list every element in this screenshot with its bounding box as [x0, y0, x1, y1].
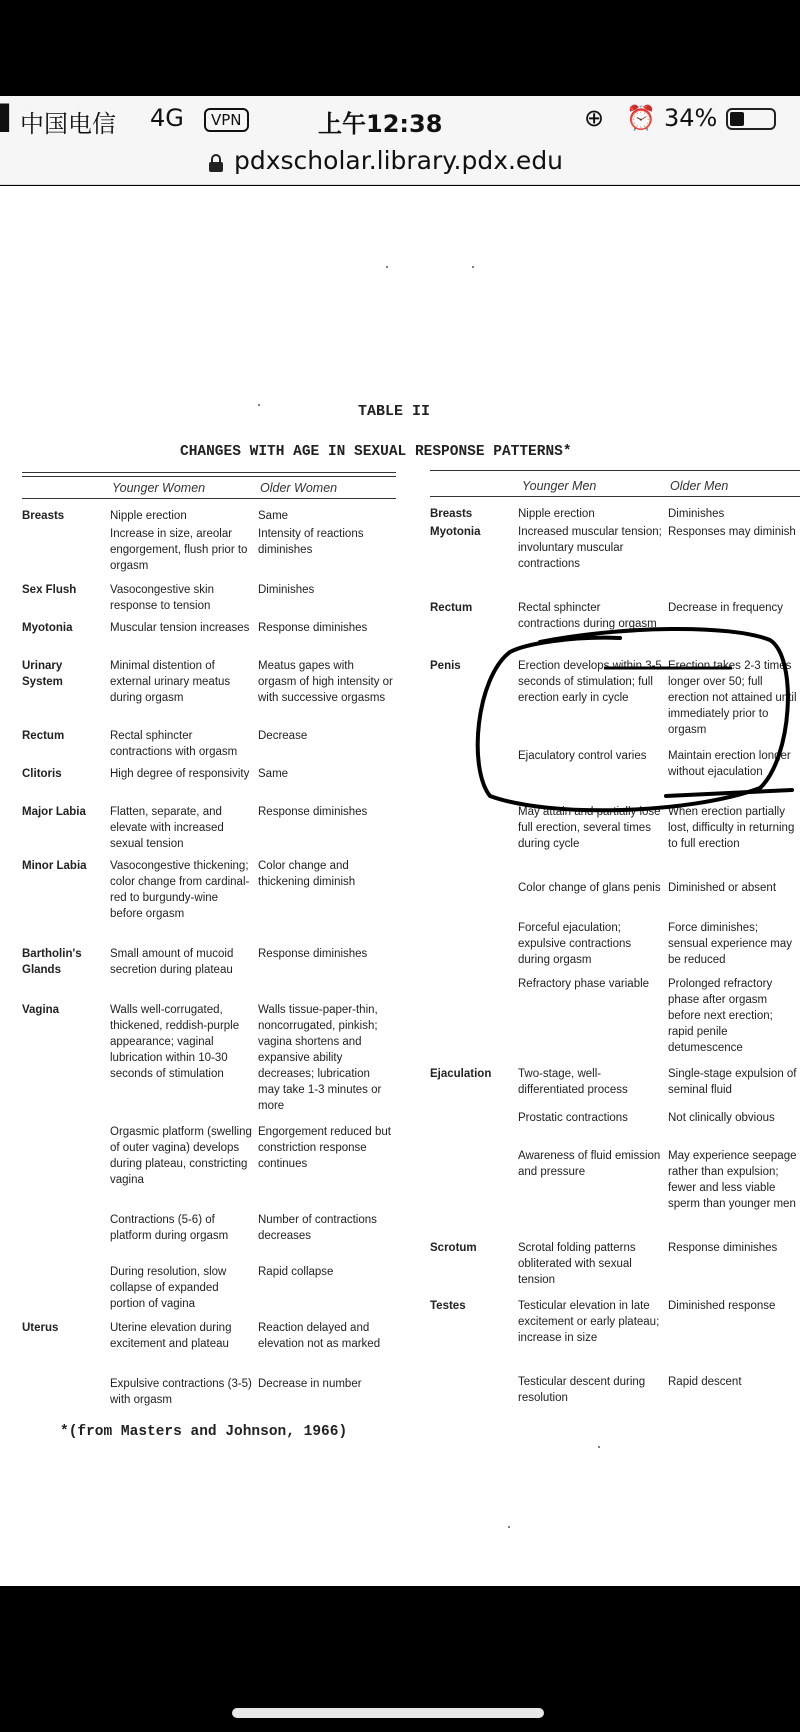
scan-speck — [598, 1446, 600, 1448]
divider — [22, 472, 396, 473]
scan-speck — [258, 404, 260, 406]
carrier-label: 中国电信 — [20, 110, 116, 138]
divider — [22, 498, 396, 499]
document-page: TABLE II CHANGES WITH AGE IN SEXUAL RESPONSE PATTERNS* Younger Women Older Women Younger Men Older Men Breasts Nipple erection Same Increase in size, areolar engorgement, flush prior to orgasm Intensity of reactions diminishes Sex Flush Vasocongestive skin response to tension Diminishes Myotonia Muscular tension increases Response diminishes Urinary System Minimal distention of external urinary meatus during orgasm Meatus gapes with orgasm of high intensity or with successive orgasms Rectum Rectal sphincter contractions with orgasm Decrease Clitoris High degree of responsivity Same Major Labia Flatten, separate, and elevate with increased sexual tension Response diminishes Minor Labia Vasocongestive thickening; color change from cardinal-red to burgundy-wine before orgasm Color change and thickening diminish Bartholin's Glands Small amount of mucoid secretion during plateau Response diminishes Vagina Walls well-corrugated, thickened, reddish-purple appearance; vaginal lubrication within 10-30 seconds of stimulation Walls tissue-paper-thin, noncorrugated, pinkish; vagina shortens and expansive ability decreases; lubrication may take 1-3 minutes or more Orgasmic platform (swelling of outer vagina) develops during plateau, constricting vagina Engorgement reduced but constriction response continues Contractions (5-6) of platform during orgasm Number of contractions decreases During resolution, slow collapse of expanded portion of vagina Rapid collapse Uterus Uterine elevation during excitement and plateau Reaction delayed and elevation not as marked Expulsive contractions (3-5) with orgasm Decrease in number Breasts Nipple erection Diminishes Myotonia Increased muscular tension; involuntary muscular contractions Responses may diminish Rectum Rectal sphincter contractions during orgasm Decrease in frequency Penis Erection develops within 3-5 seconds of stimulation; full erection early in cycle Erection takes 2-3 times longer over 50; full erection not attained until immediately prior to orgasm Ejaculatory control varies Maintain erection longer without ejaculation May attain and partially lose full erection, several times during cycle When erection partially lost, difficulty in returning to full erection Color change of glans penis Diminished or absent Forceful ejaculation; expulsive contractions during orgasm Force diminishes; sensual experience may be reduced Refractory phase variable Prolonged refractory phase after orgasm before next erection; rapid penile detumescence Ejaculation Two-stage, well-differentiated process Single-stage expulsion of seminal fluid Prostatic contractions Not clinically obvious Awareness of fluid emission and pressure May experience seepage rather than expulsion; fewer and less viable sperm than younger men Scrotum Scrotal folding patterns obliterated with sexual tension Response diminishes Testes Testicular elevation in late excitement or early plateau; increase in size Diminished response Testicular descent during resolution Rapid descent *(from Masters and Johnson, 1966) — [0, 186, 800, 1586]
scan-speck — [472, 266, 474, 268]
battery-percent: 34% — [664, 104, 718, 132]
battery-icon — [726, 108, 776, 130]
column-header: Older Women — [260, 481, 338, 495]
signal-icon: ▌ — [0, 104, 19, 132]
lock-icon — [208, 154, 224, 172]
table-title: CHANGES WITH AGE IN SEXUAL RESPONSE PATTERNS* — [180, 444, 572, 460]
status-bar — [0, 96, 800, 146]
table-label: TABLE II — [358, 403, 431, 420]
alarm-icon: ⏰ — [626, 104, 656, 132]
url-text[interactable]: pdxscholar.library.pdx.edu — [234, 146, 564, 175]
home-indicator[interactable] — [232, 1708, 544, 1718]
footnote: *(from Masters and Johnson, 1966) — [60, 1424, 348, 1440]
vpn-badge: VPN — [204, 108, 249, 132]
address-bar[interactable] — [0, 146, 800, 185]
scan-speck — [508, 1526, 510, 1528]
divider — [430, 496, 800, 497]
hand-drawn-circle-annotation — [470, 618, 800, 818]
column-header: Younger Women — [112, 481, 206, 495]
scan-speck — [386, 266, 388, 268]
column-header: Older Men — [670, 479, 729, 493]
divider — [22, 476, 396, 477]
network-label: 4G — [150, 104, 184, 132]
column-header: Younger Men — [522, 479, 597, 493]
divider — [430, 470, 800, 471]
rotation-lock-icon: ⊕ — [584, 104, 605, 132]
clock: 上午12:38 — [318, 110, 443, 138]
